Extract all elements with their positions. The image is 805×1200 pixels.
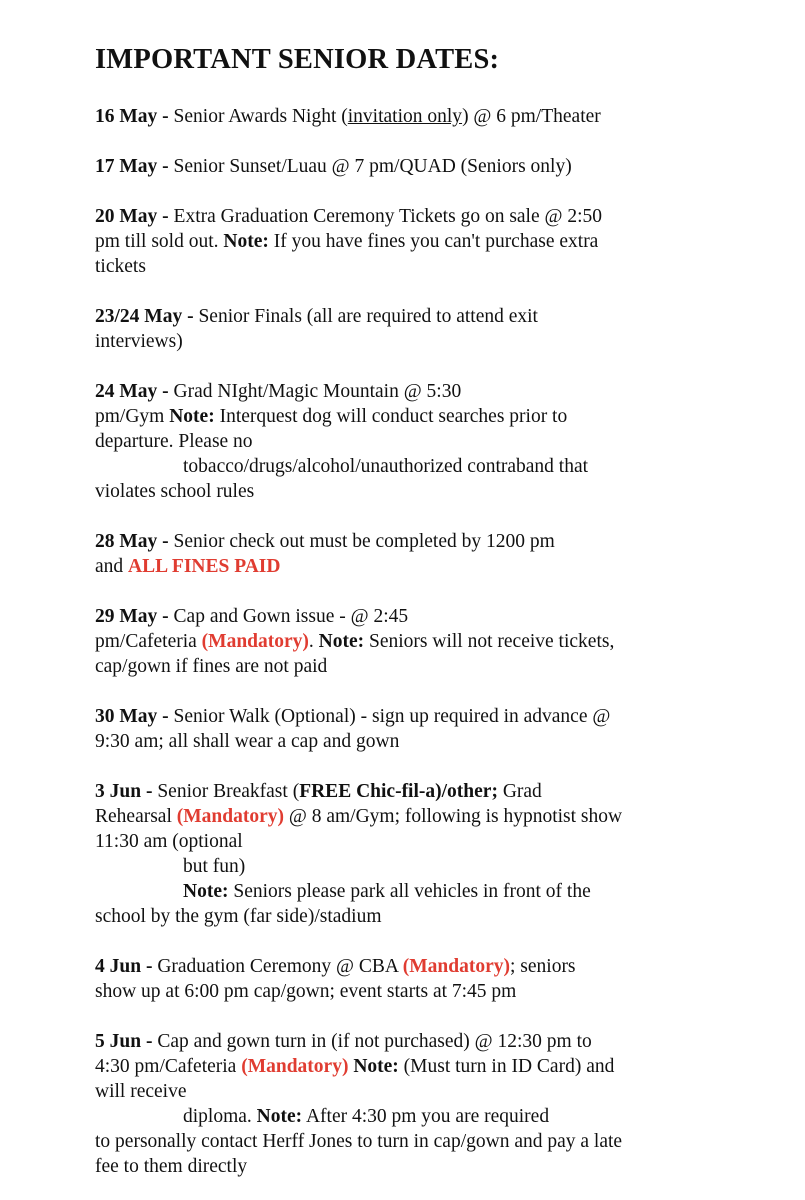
- entry-line: pm/Gym Note: Interquest dog will conduct searches prior to: [95, 406, 568, 427]
- entry-line: 23/24 May - Senior Finals (all are required to attend exit: [95, 306, 538, 327]
- entry-line: violates school rules: [95, 481, 255, 502]
- entry-line: Rehearsal (Mandatory) @ 8 am/Gym; following is hypnotist show: [95, 806, 623, 827]
- entry-line: 4:30 pm/Cafeteria (Mandatory) Note: (Must turn in ID Card) and: [95, 1056, 615, 1077]
- entry-line: 17 May - Senior Sunset/Luau @ 7 pm/QUAD (Seniors only): [95, 156, 572, 177]
- date-entry-16-may: [95, 104, 755, 129]
- entry-line: 3 Jun - Senior Breakfast (FREE Chic-fil-a)/other; Grad: [95, 781, 542, 802]
- page-title: IMPORTANT SENIOR DATES:: [95, 44, 500, 75]
- date-entry-4-jun: [95, 954, 755, 1004]
- entry-line: will receive: [95, 1081, 187, 1102]
- entry-line: 11:30 am (optional: [95, 831, 243, 852]
- date-entry-20-may: [95, 204, 755, 279]
- entry-line: cap/gown if fines are not paid: [95, 656, 328, 677]
- entry-line: show up at 6:00 pm cap/gown; event starts at 7:45 pm: [95, 981, 517, 1002]
- entry-line: pm till sold out. Note: If you have fines you can't purchase extra: [95, 231, 599, 252]
- entry-line: tickets: [95, 256, 146, 277]
- entry-line: fee to them directly: [95, 1156, 248, 1177]
- entry-line: 16 May - Senior Awards Night (invitation only) @ 6 pm/Theater: [95, 106, 601, 127]
- date-entry-3-jun: [95, 779, 755, 929]
- entry-line: and ALL FINES PAID: [95, 556, 281, 577]
- entry-line: Note: Seniors please park all vehicles in front of the: [183, 881, 591, 902]
- entry-line: 28 May - Senior check out must be completed by 1200 pm: [95, 531, 555, 552]
- entry-line: 30 May - Senior Walk (Optional) - sign up required in advance @: [95, 706, 611, 727]
- entry-line: departure. Please no: [95, 431, 253, 452]
- date-entry-28-may: [95, 529, 755, 579]
- entry-line: 20 May - Extra Graduation Ceremony Tickets go on sale @ 2:50: [95, 206, 603, 227]
- entry-line: 29 May - Cap and Gown issue - @ 2:45: [95, 606, 409, 627]
- date-entry-17-may: [95, 154, 755, 179]
- entry-line: pm/Cafeteria (Mandatory). Note: Seniors will not receive tickets,: [95, 631, 615, 652]
- entry-line: 5 Jun - Cap and gown turn in (if not purchased) @ 12:30 pm to: [95, 1031, 592, 1052]
- date-entry-29-may: [95, 604, 755, 679]
- entry-line: diploma. Note: After 4:30 pm you are required: [183, 1106, 550, 1127]
- entry-line: 4 Jun - Graduation Ceremony @ CBA (Mandatory); seniors: [95, 956, 576, 977]
- entry-line: 24 May - Grad NIght/Magic Mountain @ 5:30: [95, 381, 462, 402]
- date-entry-5-jun: [95, 1029, 755, 1179]
- entry-line: to personally contact Herff Jones to turn in cap/gown and pay a late: [95, 1131, 623, 1152]
- date-entry-24-may: [95, 379, 755, 504]
- entry-line: school by the gym (far side)/stadium: [95, 906, 382, 927]
- entry-line: tobacco/drugs/alcohol/unauthorized contraband that: [183, 456, 589, 477]
- date-entry-23-24-may: [95, 304, 755, 354]
- entry-line: 9:30 am; all shall wear a cap and gown: [95, 731, 400, 752]
- entry-line: but fun): [183, 856, 246, 877]
- entry-line: interviews): [95, 331, 183, 352]
- date-entry-30-may: [95, 704, 755, 754]
